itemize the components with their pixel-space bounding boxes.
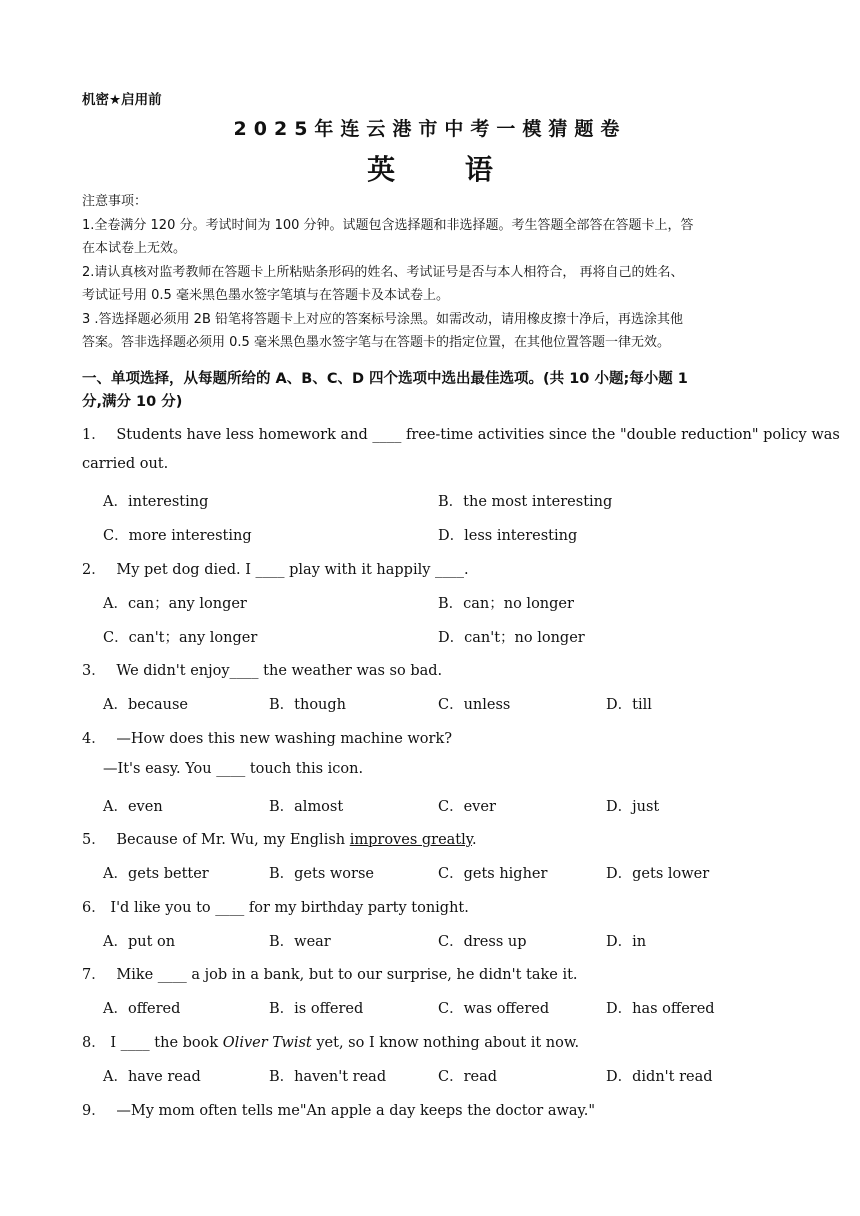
instructions-heading: 注意事项： <box>82 194 148 209</box>
question-number: 5． <box>82 832 106 848</box>
question-text: I ____ the book <box>110 1035 223 1051</box>
exam-title: 2025年连云港市中考一模猜题卷 <box>233 118 627 140</box>
option-d[interactable]: D．gets lower <box>606 866 710 882</box>
instructions <box>82 190 782 355</box>
option-a[interactable]: A．offered <box>103 1001 181 1017</box>
question-number: 3． <box>82 663 106 679</box>
question-text: Students have less homework and ____ free-time activities since the "double reduction" policy was <box>116 427 840 443</box>
instruction-line: 考试证号用 0.5 毫米黑色墨水签字笔填与在答题卡及本试卷上。 <box>82 288 449 303</box>
option-c[interactable]: C．unless <box>438 697 511 713</box>
question-7 <box>82 963 578 984</box>
question-text-end: . <box>472 832 477 848</box>
option-a[interactable]: A．even <box>103 799 163 815</box>
question-6 <box>82 896 469 917</box>
question-number: 7． <box>82 967 106 983</box>
option-b[interactable]: B．almost <box>269 799 344 815</box>
option-c[interactable]: C．ever <box>438 799 496 815</box>
instruction-line: 在本试卷上无效。 <box>82 241 187 256</box>
option-c[interactable]: C．read <box>438 1069 498 1085</box>
question-text: Because of Mr. Wu, my English <box>116 832 350 848</box>
confidential-label: 机密★启用前 <box>82 92 162 108</box>
option-b[interactable]: B．is offered <box>269 1001 364 1017</box>
book-title: Oliver Twist <box>222 1035 312 1051</box>
option-a[interactable]: A．gets better <box>103 866 209 882</box>
option-d[interactable]: D．didn't read <box>606 1069 713 1085</box>
question-3 <box>82 659 442 680</box>
section-heading-line: 分,满分 10 分) <box>82 394 183 410</box>
question-text-end: yet, so I know nothing about it now. <box>311 1035 580 1051</box>
option-b[interactable]: B．wear <box>269 934 331 950</box>
instruction-line: 3 .答选择题必须用 2B 铅笔将答题卡上对应的答案标号涂黑。如需改动，请用橡皮擦十净后，再选涂其他 <box>82 311 683 327</box>
question-number: 2． <box>82 562 106 578</box>
section-heading-line: 一、单项选择，从每题所给的 A、B、C、D 四个选项中选出最佳选项。(共 10 小题;每小题 1 <box>82 371 688 387</box>
question-number: 1． <box>82 427 106 443</box>
option-d[interactable]: D．has offered <box>606 1001 715 1017</box>
question-1-continued: carried out. <box>82 456 169 472</box>
option-a[interactable]: A．have read <box>103 1069 201 1085</box>
question-number: 6． <box>82 900 106 916</box>
question-text: Mike ____ a job in a bank, but to our surprise, he didn't take it. <box>116 967 578 983</box>
option-c[interactable]: C．dress up <box>438 934 527 950</box>
option-a[interactable]: A．interesting <box>103 494 209 510</box>
option-c[interactable]: C．more interesting <box>103 528 252 544</box>
option-d[interactable]: D．in <box>606 934 647 950</box>
option-c[interactable]: C．was offered <box>438 1001 550 1017</box>
question-text: My pet dog died. I ____ play with it happily ____. <box>116 562 469 578</box>
option-a[interactable]: A．can；any longer <box>103 596 247 612</box>
option-d[interactable]: D．can't；no longer <box>438 630 585 646</box>
question-8 <box>82 1031 579 1052</box>
option-b[interactable]: B．haven't read <box>269 1069 387 1085</box>
question-9 <box>82 1099 595 1120</box>
question-number: 9． <box>82 1103 106 1119</box>
option-b[interactable]: B．the most interesting <box>438 494 613 510</box>
question-4-reply: —It's easy. You ____ touch this icon. <box>103 761 364 777</box>
option-d[interactable]: D．just <box>606 799 660 815</box>
question-2 <box>82 558 469 579</box>
question-text: We didn't enjoy____ the weather was so bad. <box>116 663 443 679</box>
question-text: —How does this new washing machine work? <box>116 731 453 747</box>
underlined-phrase: improves greatly <box>349 832 473 848</box>
option-b[interactable]: B．though <box>269 697 347 713</box>
question-number: 8． <box>82 1035 106 1051</box>
option-d[interactable]: D．less interesting <box>438 528 578 544</box>
instruction-line: 答案。答非选择题必须用 0.5 毫米黑色墨水签字笔与在答题卡的指定位置，在其他位置答题一律无效。 <box>82 335 670 350</box>
option-b[interactable]: B．gets worse <box>269 866 374 882</box>
question-text: —My mom often tells me"An apple a day keeps the doctor away." <box>116 1103 596 1119</box>
question-1 <box>82 423 840 444</box>
question-4 <box>82 727 452 748</box>
instruction-line: 2.请认真核对监考教师在答题卡上所粘贴条形码的姓名、考试证号是否与本人相符合， 再将自己的姓名、 <box>82 264 684 280</box>
question-number: 4． <box>82 731 106 747</box>
question-5 <box>82 828 477 849</box>
option-b[interactable]: B．can；no longer <box>438 596 574 612</box>
option-c[interactable]: C．can't；any longer <box>103 630 258 646</box>
instruction-line: 1.全卷满分 120 分。考试时间为 100 分钟。试题包含选择题和非选择题。考生答题全部答在答题卡上，答 <box>82 217 694 233</box>
section-heading <box>82 368 782 414</box>
option-a[interactable]: A．because <box>103 697 188 713</box>
option-d[interactable]: D．till <box>606 697 652 713</box>
subject-title: 英 语 <box>367 153 523 186</box>
option-c[interactable]: C．gets higher <box>438 866 548 882</box>
question-text: I'd like you to ____ for my birthday party tonight. <box>110 900 469 916</box>
option-a[interactable]: A．put on <box>103 934 176 950</box>
